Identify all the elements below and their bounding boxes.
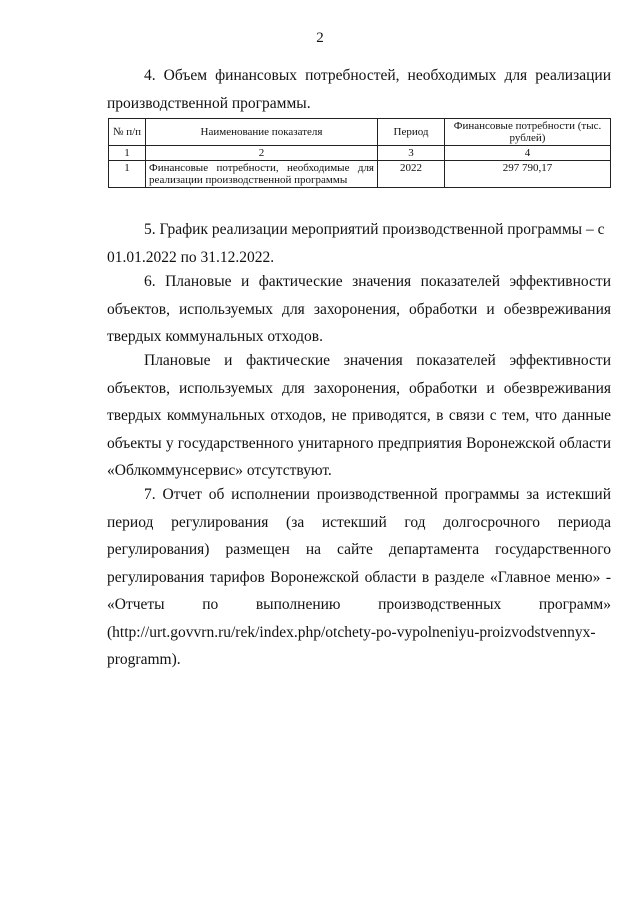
page-number: 2: [316, 30, 324, 46]
numbering-cell: 4: [445, 146, 611, 161]
section-7-line: 7. Отчет об исполнении производственной программы за истекший: [144, 486, 611, 503]
numbering-cell: 1: [109, 146, 146, 161]
section-6-line: объектов, используемых для захоронения, обработки и обезвреживания: [107, 300, 611, 318]
section-7: [107, 481, 611, 674]
financial-needs-table: [108, 118, 611, 188]
section-7-link[interactable]: (http://urt.govvrn.ru/rek/index.php/otchety-po-vypolneniyu-proizvodstvennyx-: [107, 623, 596, 641]
header-cell-period: Период: [378, 119, 445, 146]
table-row: [109, 161, 611, 188]
table-numbering-row: [109, 146, 611, 161]
numbering-cell: 2: [146, 146, 378, 161]
row-amount-cell: 297 790,17: [445, 161, 611, 188]
section-5-line: 01.01.2022 по 31.12.2022.: [107, 248, 275, 266]
section-5-line: 5. График реализации мероприятий производственной программы – с: [144, 221, 605, 238]
header-cell-name: Наименование показателя: [146, 119, 378, 146]
section-7-line: регулирования) размещен на сайте департамента государственного: [107, 541, 611, 558]
section-6-body-line: объектов, используемых для захоронения, обработки и обезвреживания: [107, 379, 611, 397]
section-6-body-line: объекты у государственного унитарного предприятия Воронежской области: [107, 434, 611, 452]
section-7-link-end[interactable]: programm).: [107, 651, 181, 668]
header-cell-number: № п/п: [109, 119, 146, 146]
numbering-cell: 3: [378, 146, 445, 161]
section-6-body-line: «Облкоммунсервис» отсутствуют.: [107, 462, 332, 479]
section-4-heading: [107, 62, 611, 117]
section-6-body: [107, 347, 611, 485]
table-header-row: [109, 119, 611, 146]
section-6-line: твердых коммунальных отходов.: [107, 328, 323, 345]
section-5: [107, 216, 611, 271]
section-4-line: 4. Объем финансовых потребностей, необходимых для реализации: [144, 67, 611, 84]
row-name-cell: Финансовые потребности, необходимые для реализации производственной программы: [146, 161, 378, 188]
section-7-line: «Отчеты по выполнению производственных программ»: [107, 596, 611, 613]
row-period-cell: 2022: [378, 161, 445, 188]
row-number-cell: 1: [109, 161, 146, 188]
section-6-body-line: Плановые и фактические значения показателей эффективности: [144, 352, 611, 369]
section-6-heading: [107, 268, 611, 351]
section-7-line: период регулирования (за истекший год долгосрочного периода: [107, 513, 611, 531]
header-cell-amount: Финансовые потребности (тыс. рублей): [445, 119, 611, 146]
section-6-line: 6. Плановые и фактические значения показателей эффективности: [144, 273, 611, 290]
section-7-line: регулирования тарифов Воронежской области в разделе «Главное меню» -: [107, 568, 611, 586]
section-6-body-line: твердых коммунальных отходов, не приводятся, в связи с тем, что данные: [107, 407, 611, 424]
section-4-line: производственной программы.: [107, 94, 311, 112]
